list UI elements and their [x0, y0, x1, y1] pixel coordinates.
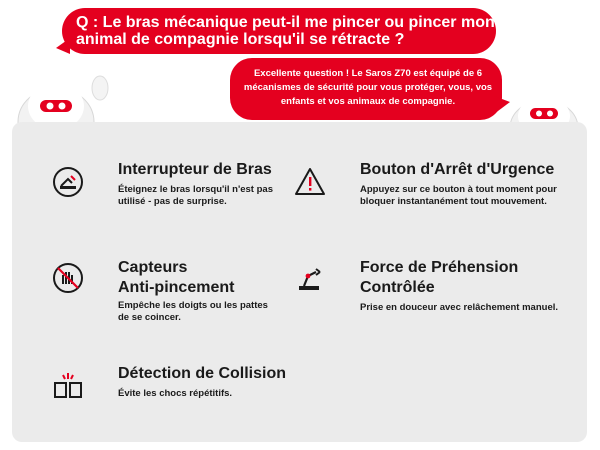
feature-collision-detection: [52, 364, 312, 424]
feature-title-line-1: Force de Préhension: [360, 259, 519, 276]
question-text: Q : Le bras mécanique peut-il me pincer ou pincer mon animal de compagnie lorsqu'il se rétracte ?: [76, 14, 495, 48]
question-bubble: [62, 8, 496, 54]
answer-bubble: [230, 58, 502, 120]
feature-title: Détection de Collision: [118, 365, 287, 382]
answer-text: Excellente question ! Le Saros Z70 est équipé de 6 mécanismes de sécurité pour vous protéger, vous, vos enfants et vos animaux de compagnie.: [243, 68, 493, 107]
no-pinch-hand-icon: [52, 262, 84, 294]
feature-desc: Prise en douceur avec relâchement manuel.: [360, 302, 559, 313]
feature-desc: Évite les chocs répétitifs.: [118, 388, 233, 399]
feature-title-line-2: Anti-pincement: [118, 279, 235, 296]
feature-title-line-2: Contrôlée: [360, 279, 435, 296]
feature-arm-switch: [52, 160, 302, 220]
robot-arm-icon: [294, 262, 326, 294]
feature-title: Interrupteur de Bras: [118, 161, 272, 178]
feature-controlled-grip: [294, 258, 584, 328]
warning-triangle-icon: [294, 166, 326, 198]
feature-title: Bouton d'Arrêt d'Urgence: [360, 161, 555, 178]
arm-switch-icon: [52, 166, 84, 198]
feature-desc: Empêche les doigts ou les pattes de se coincer.: [118, 300, 268, 323]
feature-anti-pinch: [52, 258, 302, 328]
collision-icon: [52, 370, 84, 402]
feature-desc: Éteignez le bras lorsqu'il n'est pas utilisé - pas de surprise.: [118, 184, 273, 207]
feature-title-line-1: Capteurs: [118, 259, 188, 276]
feature-desc: Appuyez sur ce bouton à tout moment pour bloquer instantanément tout mouvement.: [360, 184, 557, 207]
feature-emergency-stop: [294, 160, 584, 230]
question-bubble-tail: [56, 38, 70, 54]
